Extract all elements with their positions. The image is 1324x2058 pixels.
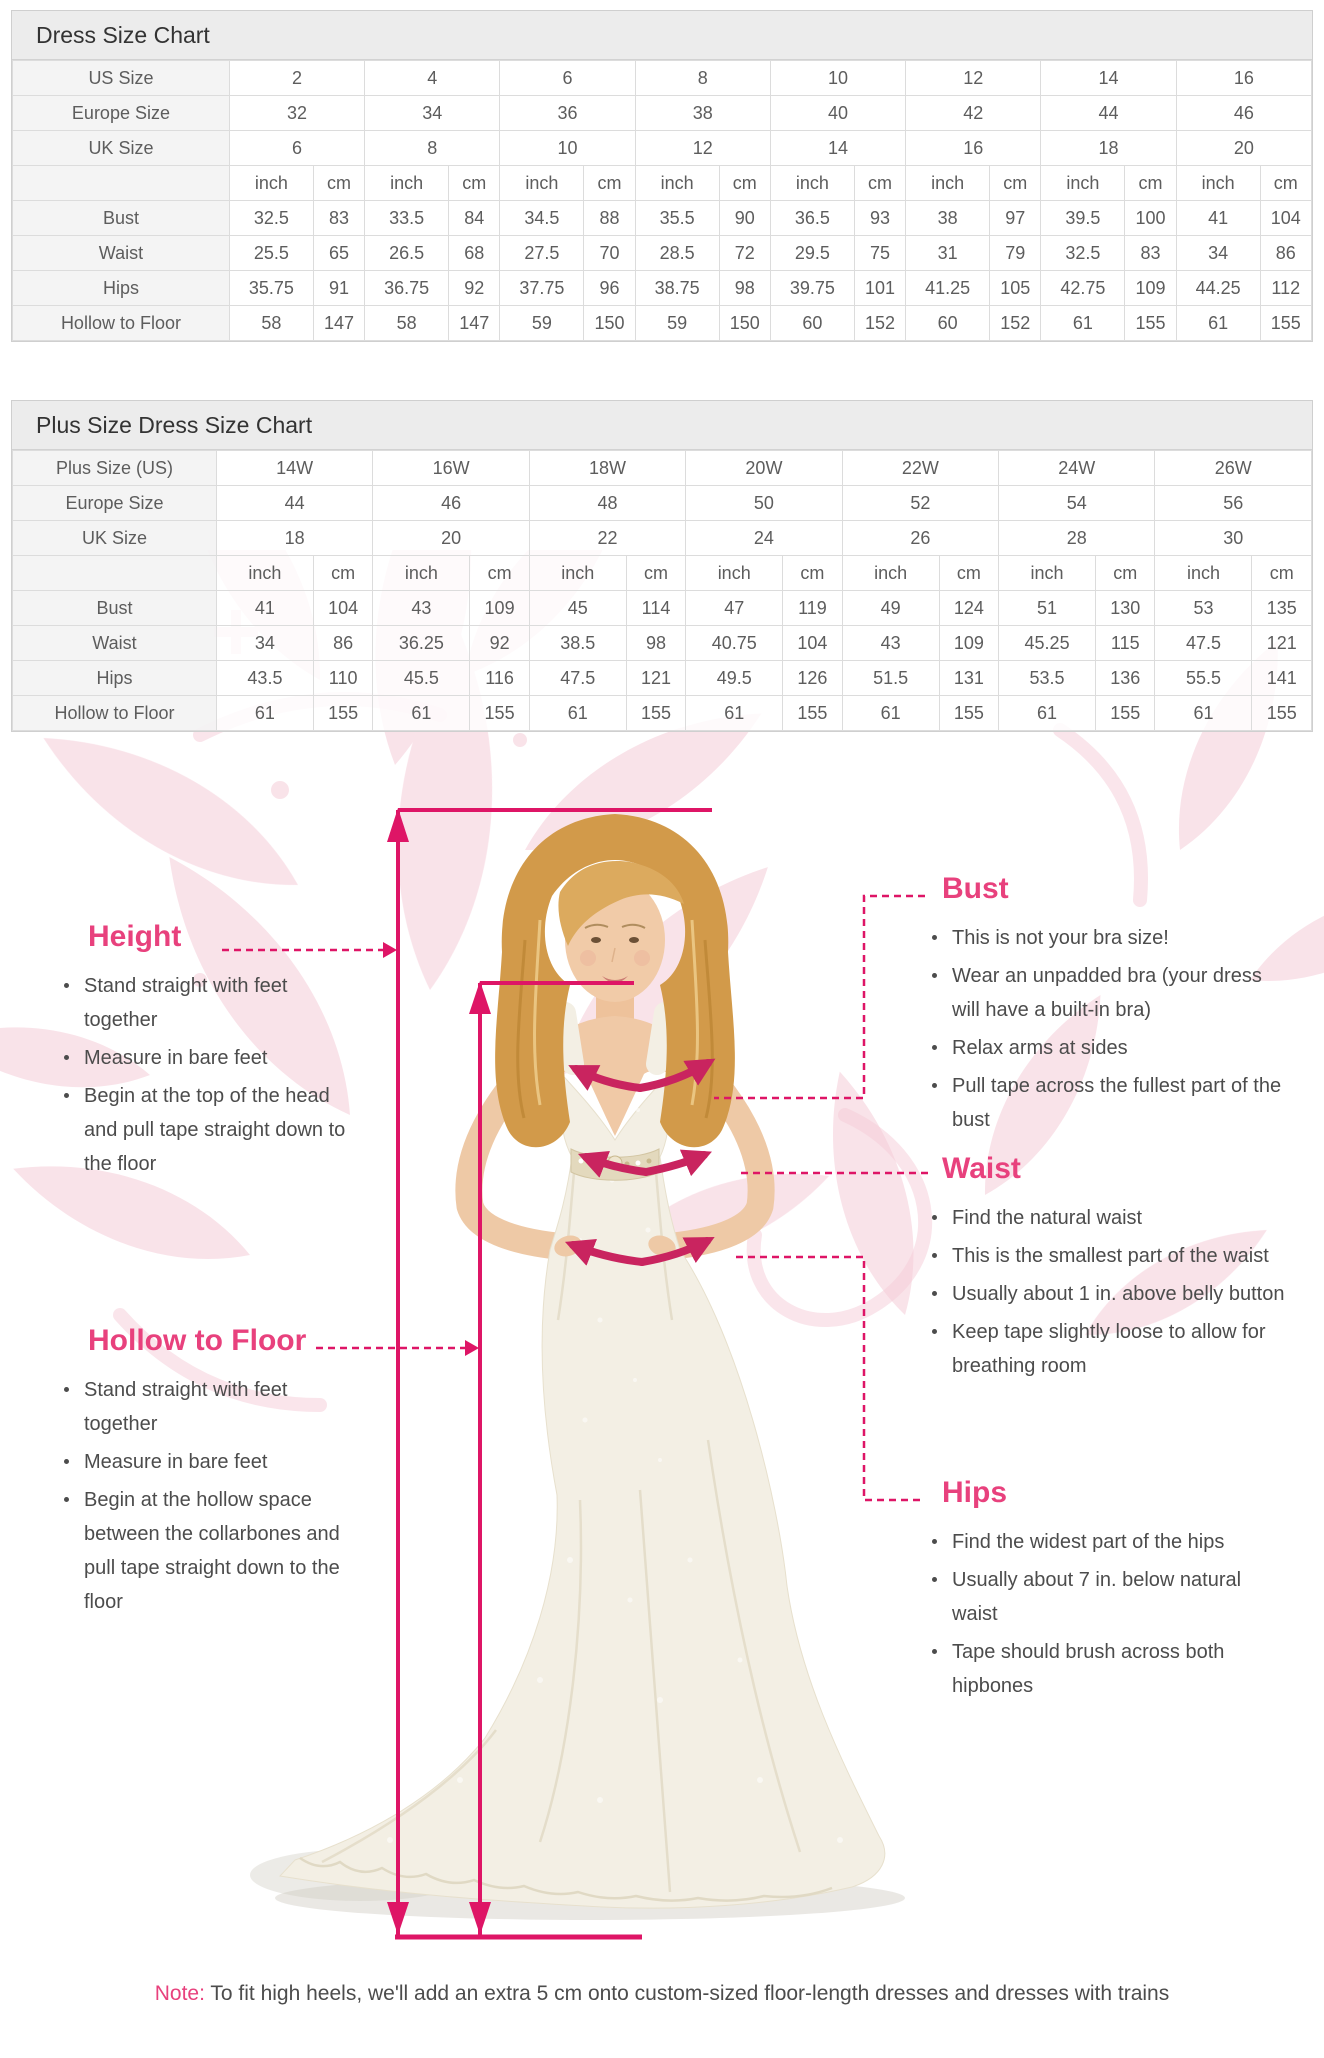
waist-guide-bullets <box>926 1201 1286 1383</box>
row-label: Plus Size (US) <box>13 451 217 486</box>
row-label: US Size <box>13 61 230 96</box>
size-cell: 16 <box>1176 61 1311 96</box>
size-cell: 45.5 <box>373 661 470 696</box>
size-cell: 100 <box>1125 201 1176 236</box>
size-cell: inch <box>686 556 783 591</box>
guide-bullet: Wear an unpadded bra (your dress will have a built-in bra) <box>926 959 1282 1027</box>
size-cell: 61 <box>1041 306 1125 341</box>
size-cell: 98 <box>626 626 685 661</box>
wedding-gown <box>280 1068 885 1908</box>
guide-bullet: This is not your bra size! <box>926 921 1282 955</box>
size-cell: 35.5 <box>635 201 719 236</box>
size-cell: 59 <box>635 306 719 341</box>
size-cell: 155 <box>1252 696 1312 731</box>
size-cell: 40 <box>770 96 905 131</box>
size-cell: 18 <box>1041 131 1176 166</box>
row-label: Waist <box>13 236 230 271</box>
guide-bullet: Find the natural waist <box>926 1201 1286 1235</box>
size-cell: 79 <box>990 236 1041 271</box>
size-cell: 61 <box>373 696 470 731</box>
guide-bullet: Usually about 1 in. above belly button <box>926 1277 1286 1311</box>
waist-guide <box>926 1152 1286 1387</box>
size-cell: cm <box>719 166 770 201</box>
size-cell: inch <box>999 556 1096 591</box>
height-guide <box>58 920 358 1185</box>
size-cell: 152 <box>990 306 1041 341</box>
dress-size-chart-title: Dress Size Chart <box>12 11 1312 60</box>
size-cell: 101 <box>854 271 905 306</box>
plus-size-dress-size-chart <box>11 400 1313 732</box>
size-cell: 86 <box>1260 236 1311 271</box>
size-cell: 92 <box>470 626 529 661</box>
size-cell: 32 <box>229 96 364 131</box>
size-cell: 121 <box>626 661 685 696</box>
size-cell: 90 <box>719 201 770 236</box>
size-cell: 105 <box>990 271 1041 306</box>
size-cell: 61 <box>1176 306 1260 341</box>
size-cell: 47.5 <box>1155 626 1252 661</box>
size-cell: 92 <box>449 271 500 306</box>
size-cell: 75 <box>854 236 905 271</box>
size-cell: 53.5 <box>999 661 1096 696</box>
size-cell: 46 <box>1176 96 1311 131</box>
size-cell: 136 <box>1096 661 1155 696</box>
size-cell: 36 <box>500 96 635 131</box>
size-cell: 38.5 <box>529 626 626 661</box>
size-cell: 88 <box>584 201 635 236</box>
size-cell: 8 <box>365 131 500 166</box>
size-cell: cm <box>313 556 372 591</box>
size-cell: 116 <box>470 661 529 696</box>
guide-bullet: Measure in bare feet <box>58 1445 366 1479</box>
guide-bullet: Stand straight with feet together <box>58 969 358 1037</box>
size-cell: 147 <box>313 306 364 341</box>
size-cell: 42.75 <box>1041 271 1125 306</box>
row-label: Europe Size <box>13 96 230 131</box>
size-cell: 14W <box>216 451 372 486</box>
size-cell: 61 <box>686 696 783 731</box>
size-cell: cm <box>449 166 500 201</box>
size-cell: 46 <box>373 486 529 521</box>
size-cell: 155 <box>1260 306 1311 341</box>
size-cell: inch <box>216 556 313 591</box>
size-cell: 25.5 <box>229 236 313 271</box>
size-cell: inch <box>365 166 449 201</box>
size-cell: inch <box>842 556 939 591</box>
size-cell: 10 <box>500 131 635 166</box>
row-label <box>13 556 217 591</box>
hollow-to-floor-guide <box>58 1324 366 1623</box>
size-cell: 112 <box>1260 271 1311 306</box>
plus-size-chart-table <box>12 450 1312 731</box>
size-cell: cm <box>1096 556 1155 591</box>
hips-guide-title: Hips <box>942 1476 1008 1509</box>
row-label: Hips <box>13 271 230 306</box>
size-cell: 131 <box>939 661 998 696</box>
size-cell: inch <box>906 166 990 201</box>
size-cell: 45 <box>529 591 626 626</box>
size-cell: 72 <box>719 236 770 271</box>
row-label: UK Size <box>13 521 217 556</box>
size-cell: 104 <box>1260 201 1311 236</box>
size-cell: 155 <box>626 696 685 731</box>
size-cell: 34 <box>365 96 500 131</box>
size-cell: 119 <box>783 591 842 626</box>
size-cell: 109 <box>1125 271 1176 306</box>
waist-guide-title: Waist <box>942 1152 1021 1185</box>
bust-guide-title: Bust <box>942 872 1009 905</box>
size-cell: inch <box>635 166 719 201</box>
guide-bullet: Tape should brush across both hipbones <box>926 1635 1266 1703</box>
size-cell: 147 <box>449 306 500 341</box>
size-cell: 155 <box>470 696 529 731</box>
row-label: Waist <box>13 626 217 661</box>
size-cell: cm <box>1252 556 1312 591</box>
hips-guide-bullets <box>926 1525 1266 1703</box>
size-cell: 104 <box>783 626 842 661</box>
size-cell: 49 <box>842 591 939 626</box>
size-cell: 38.75 <box>635 271 719 306</box>
guide-bullet: Stand straight with feet together <box>58 1373 366 1441</box>
size-cell: 155 <box>313 696 372 731</box>
size-cell: 16W <box>373 451 529 486</box>
size-cell: 109 <box>939 626 998 661</box>
size-cell: 91 <box>313 271 364 306</box>
size-cell: 22W <box>842 451 998 486</box>
size-cell: inch <box>1041 166 1125 201</box>
size-cell: 38 <box>906 201 990 236</box>
size-cell: 83 <box>1125 236 1176 271</box>
size-cell: 83 <box>313 201 364 236</box>
size-cell: 50 <box>686 486 842 521</box>
size-cell: 126 <box>783 661 842 696</box>
size-cell: 43 <box>842 626 939 661</box>
row-label: Hollow to Floor <box>13 696 217 731</box>
size-chart-page <box>0 10 1324 2058</box>
row-label: Hips <box>13 661 217 696</box>
size-cell: 34.5 <box>500 201 584 236</box>
size-cell: 109 <box>470 591 529 626</box>
size-cell: 20 <box>373 521 529 556</box>
size-cell: cm <box>783 556 842 591</box>
size-cell: 59 <box>500 306 584 341</box>
size-cell: inch <box>770 166 854 201</box>
size-cell: 36.25 <box>373 626 470 661</box>
size-cell: 39.75 <box>770 271 854 306</box>
size-cell: 29.5 <box>770 236 854 271</box>
size-cell: 6 <box>500 61 635 96</box>
size-cell: 61 <box>1155 696 1252 731</box>
size-cell: 14 <box>1041 61 1176 96</box>
size-cell: 33.5 <box>365 201 449 236</box>
size-cell: 20W <box>686 451 842 486</box>
size-cell: inch <box>373 556 470 591</box>
size-cell: 4 <box>365 61 500 96</box>
size-cell: 58 <box>229 306 313 341</box>
dress-size-chart-table <box>12 60 1312 341</box>
size-cell: 12 <box>906 61 1041 96</box>
size-cell: inch <box>500 166 584 201</box>
size-cell: 54 <box>999 486 1155 521</box>
plus-size-chart-title: Plus Size Dress Size Chart <box>12 401 1312 450</box>
size-cell: 155 <box>939 696 998 731</box>
size-cell: 39.5 <box>1041 201 1125 236</box>
size-cell: 27.5 <box>500 236 584 271</box>
guide-bullet: Find the widest part of the hips <box>926 1525 1266 1559</box>
size-cell: 97 <box>990 201 1041 236</box>
sizing-note-text: To fit high heels, we'll add an extra 5 cm onto custom-sized floor-length dresses and dresses with trains <box>204 1982 1170 2005</box>
size-cell: 43 <box>373 591 470 626</box>
size-cell: 86 <box>313 626 372 661</box>
size-cell: 70 <box>584 236 635 271</box>
size-cell: 49.5 <box>686 661 783 696</box>
size-cell: 32.5 <box>229 201 313 236</box>
size-cell: cm <box>626 556 685 591</box>
size-cell: 60 <box>770 306 854 341</box>
size-cell: 37.75 <box>500 271 584 306</box>
size-cell: inch <box>529 556 626 591</box>
size-cell: 56 <box>1155 486 1312 521</box>
size-cell: cm <box>939 556 998 591</box>
size-cell: 44.25 <box>1176 271 1260 306</box>
dress-size-chart <box>11 10 1313 342</box>
size-cell: 32.5 <box>1041 236 1125 271</box>
size-cell: cm <box>470 556 529 591</box>
guide-bullet: Pull tape across the fullest part of the bust <box>926 1069 1282 1137</box>
size-cell: 24W <box>999 451 1155 486</box>
size-cell: 135 <box>1252 591 1312 626</box>
size-cell: 61 <box>216 696 313 731</box>
guide-bullet: Begin at the top of the head and pull tape straight down to the floor <box>58 1079 358 1181</box>
size-cell: 114 <box>626 591 685 626</box>
size-cell: 61 <box>999 696 1096 731</box>
size-cell: cm <box>313 166 364 201</box>
size-cell: 155 <box>1096 696 1155 731</box>
size-cell: 38 <box>635 96 770 131</box>
size-cell: 10 <box>770 61 905 96</box>
size-cell: 31 <box>906 236 990 271</box>
size-cell: 44 <box>216 486 372 521</box>
size-cell: 155 <box>783 696 842 731</box>
size-cell: 96 <box>584 271 635 306</box>
size-cell: 51.5 <box>842 661 939 696</box>
size-cell: 152 <box>854 306 905 341</box>
size-cell: 41.25 <box>906 271 990 306</box>
size-cell: 36.5 <box>770 201 854 236</box>
size-cell: 155 <box>1125 306 1176 341</box>
size-cell: 24 <box>686 521 842 556</box>
hips-guide <box>926 1476 1266 1707</box>
size-cell: 93 <box>854 201 905 236</box>
size-cell: 121 <box>1252 626 1312 661</box>
hollow-to-floor-guide-title: Hollow to Floor <box>88 1324 307 1357</box>
size-cell: 150 <box>719 306 770 341</box>
row-label <box>13 166 230 201</box>
row-label: UK Size <box>13 131 230 166</box>
guide-bullet: Measure in bare feet <box>58 1041 358 1075</box>
size-cell: 84 <box>449 201 500 236</box>
size-cell: 58 <box>365 306 449 341</box>
sizing-note-label: Note: <box>154 1982 205 2005</box>
size-cell: 8 <box>635 61 770 96</box>
size-cell: inch <box>229 166 313 201</box>
guide-bullet: Keep tape slightly loose to allow for breathing room <box>926 1315 1286 1383</box>
size-cell: 130 <box>1096 591 1155 626</box>
hollow-to-floor-guide-bullets <box>58 1373 366 1619</box>
size-cell: 55.5 <box>1155 661 1252 696</box>
guide-bullet: This is the smallest part of the waist <box>926 1239 1286 1273</box>
size-cell: 34 <box>1176 236 1260 271</box>
row-label: Bust <box>13 201 230 236</box>
size-cell: 16 <box>906 131 1041 166</box>
size-cell: 150 <box>584 306 635 341</box>
size-cell: 51 <box>999 591 1096 626</box>
size-cell: inch <box>1176 166 1260 201</box>
size-cell: 68 <box>449 236 500 271</box>
size-cell: 34 <box>216 626 313 661</box>
size-cell: inch <box>1155 556 1252 591</box>
size-cell: 41 <box>216 591 313 626</box>
size-cell: 45.25 <box>999 626 1096 661</box>
size-cell: 28 <box>999 521 1155 556</box>
size-cell: 48 <box>529 486 685 521</box>
size-cell: 26W <box>1155 451 1312 486</box>
row-label: Europe Size <box>13 486 217 521</box>
size-cell: 2 <box>229 61 364 96</box>
row-label: Hollow to Floor <box>13 306 230 341</box>
size-cell: 61 <box>842 696 939 731</box>
size-cell: 14 <box>770 131 905 166</box>
guide-bullet: Relax arms at sides <box>926 1031 1282 1065</box>
size-cell: 40.75 <box>686 626 783 661</box>
size-cell: cm <box>584 166 635 201</box>
size-cell: 36.75 <box>365 271 449 306</box>
size-cell: 98 <box>719 271 770 306</box>
size-cell: 44 <box>1041 96 1176 131</box>
size-cell: 115 <box>1096 626 1155 661</box>
size-cell: cm <box>1260 166 1311 201</box>
size-cell: 43.5 <box>216 661 313 696</box>
size-cell: 124 <box>939 591 998 626</box>
size-cell: 41 <box>1176 201 1260 236</box>
bust-guide <box>926 872 1282 1141</box>
size-cell: 110 <box>313 661 372 696</box>
height-guide-bullets <box>58 969 358 1181</box>
size-cell: 30 <box>1155 521 1312 556</box>
size-cell: 104 <box>313 591 372 626</box>
size-cell: cm <box>854 166 905 201</box>
size-cell: 20 <box>1176 131 1311 166</box>
size-cell: 141 <box>1252 661 1312 696</box>
size-cell: 65 <box>313 236 364 271</box>
size-cell: 60 <box>906 306 990 341</box>
size-cell: 53 <box>1155 591 1252 626</box>
size-cell: 35.75 <box>229 271 313 306</box>
size-cell: 28.5 <box>635 236 719 271</box>
size-cell: 26.5 <box>365 236 449 271</box>
size-cell: cm <box>1125 166 1176 201</box>
height-guide-title: Height <box>88 920 182 953</box>
bust-guide-bullets <box>926 921 1282 1137</box>
row-label: Bust <box>13 591 217 626</box>
size-cell: 52 <box>842 486 998 521</box>
sizing-note <box>0 1982 1324 2006</box>
size-cell: 12 <box>635 131 770 166</box>
size-cell: 18 <box>216 521 372 556</box>
size-cell: 61 <box>529 696 626 731</box>
size-cell: cm <box>990 166 1041 201</box>
size-cell: 18W <box>529 451 685 486</box>
size-cell: 47 <box>686 591 783 626</box>
guide-bullet: Usually about 7 in. below natural waist <box>926 1563 1266 1631</box>
size-cell: 22 <box>529 521 685 556</box>
size-cell: 42 <box>906 96 1041 131</box>
size-cell: 26 <box>842 521 998 556</box>
guide-bullet: Begin at the hollow space between the collarbones and pull tape straight down to the floor <box>58 1483 366 1619</box>
size-cell: 6 <box>229 131 364 166</box>
size-cell: 47.5 <box>529 661 626 696</box>
